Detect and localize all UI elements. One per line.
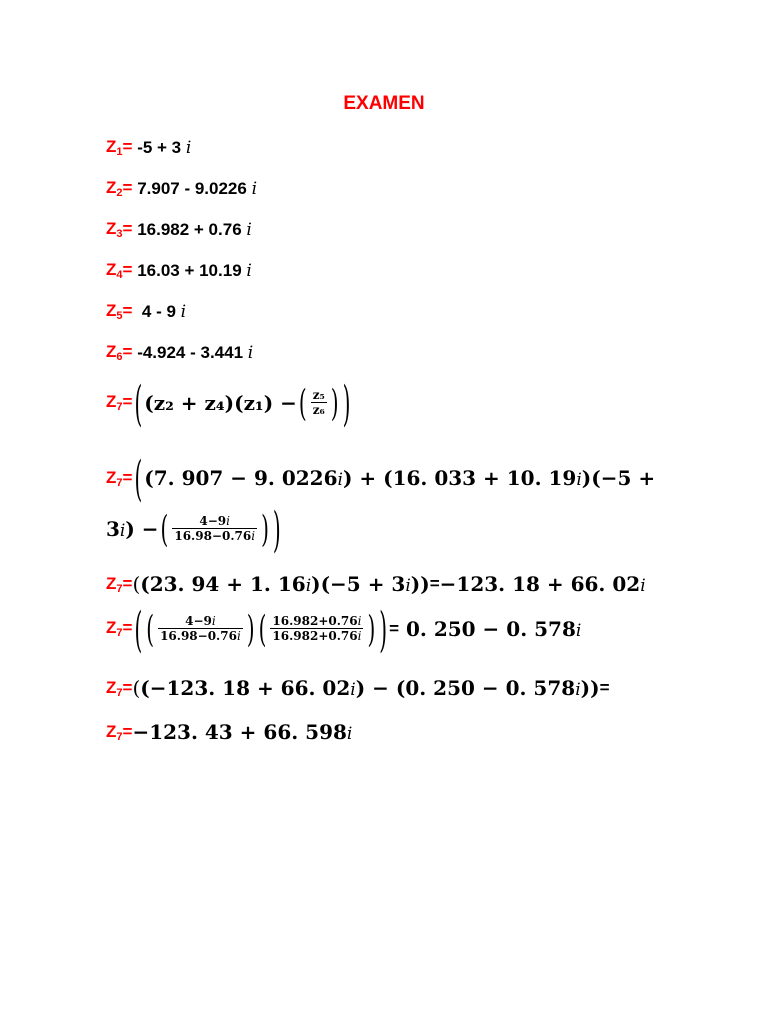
- big-paren-left: (: [134, 449, 143, 507]
- z5-over-z6: $\frac{\text{z₅}}{\text{z₆}}$: [312, 388, 325, 417]
- z7-formula-4: $Z_7=$ ( ( $\frac{4-9i}{16.98-0.76i}$ ) ( $\frac{16.982+0.76i}{16.982+0.76i}$ ) ) = 0. 250 − 0. 578i: [106, 599, 582, 658]
- z7-formula-2-line-2: [106, 499, 283, 558]
- z7-formula-3: $Z_7=$ ( (23. 94 + 1. 16i)(−5 + 3i)) = −123. 18 + 66. 02i: [106, 572, 646, 596]
- fraction-4-9i: $\frac{4-9i}{16.98-0.76i}$: [174, 514, 256, 543]
- fraction-conjugate: $\frac{16.982+0.76i}{16.982+0.76i}$: [272, 614, 362, 643]
- z2-label: $Z_2=$: [106, 178, 133, 199]
- z6-label: $Z_6=$: [106, 342, 133, 363]
- z1-value: -5 + 3 i: [137, 137, 192, 158]
- z1-label: $Z_1=$: [106, 137, 133, 158]
- z7-label: $Z_7=$: [106, 721, 133, 743]
- fraction-4-9i: $\frac{4-9i}{16.98-0.76i}$: [160, 614, 241, 643]
- z4-label: $Z_4=$: [106, 260, 133, 281]
- formula-1-main: (z₂ + z₄)(z₁) −: [144, 390, 297, 415]
- z6-line: [106, 342, 253, 363]
- formula-5-difference: (−123. 18 + 66. 02i) − (0. 250 − 0. 578i)): [140, 676, 600, 700]
- z3-line: [106, 219, 252, 240]
- z7-formula-1: [106, 373, 352, 432]
- z2-value: 7.907 - 9.0226 i: [137, 178, 257, 199]
- z1-line: [106, 137, 191, 158]
- paren-left: (: [298, 380, 307, 425]
- page-title: EXAMEN: [343, 93, 425, 114]
- formula-3-result: −123. 18 + 66. 02i: [439, 572, 646, 596]
- formula-2-part-b: 3i) −: [106, 516, 159, 541]
- z7-label: $Z_7=$: [106, 677, 133, 699]
- z4-line: [106, 260, 252, 281]
- z7-final: [106, 720, 352, 744]
- paren-right: ): [261, 506, 269, 551]
- z6-value: -4.924 - 3.441 i: [137, 342, 254, 363]
- big-paren-right: ): [342, 373, 351, 432]
- paren-right: ): [330, 380, 339, 425]
- z4-value: 16.03 + 10.19 i: [137, 260, 252, 281]
- z7-label: $Z_7=$: [106, 618, 133, 639]
- formula-4-result: 0. 250 − 0. 578i: [406, 616, 582, 641]
- z3-label: $Z_3=$: [106, 219, 133, 240]
- big-paren-right: ): [272, 499, 281, 558]
- paren-left: (: [160, 506, 169, 551]
- z7-label: $Z_7=$: [106, 392, 133, 413]
- formula-2-part-a: (7. 907 − 9. 0226i) + (16. 033 + 10. 19i)(−5 +: [144, 466, 656, 490]
- z7-formula-5: $Z_7=$ ( (−123. 18 + 66. 02i) − (0. 250 − 0. 578i)) =: [106, 676, 610, 700]
- final-result: −123. 43 + 66. 598i: [132, 720, 353, 744]
- z7-formula-2-line-1: [106, 449, 656, 507]
- z5-label: $Z_5=$: [106, 301, 133, 322]
- z5-line: [106, 301, 186, 322]
- z7-label: $Z_7=$: [106, 467, 133, 489]
- formula-3-product: (23. 94 + 1. 16i)(−5 + 3i)): [140, 572, 430, 596]
- z2-line: [106, 178, 257, 199]
- big-paren-left: (: [134, 373, 143, 432]
- z5-value: 4 - 9 i: [137, 301, 187, 322]
- z7-label: $Z_7=$: [106, 573, 133, 595]
- z3-value: 16.982 + 0.76 i: [137, 219, 252, 240]
